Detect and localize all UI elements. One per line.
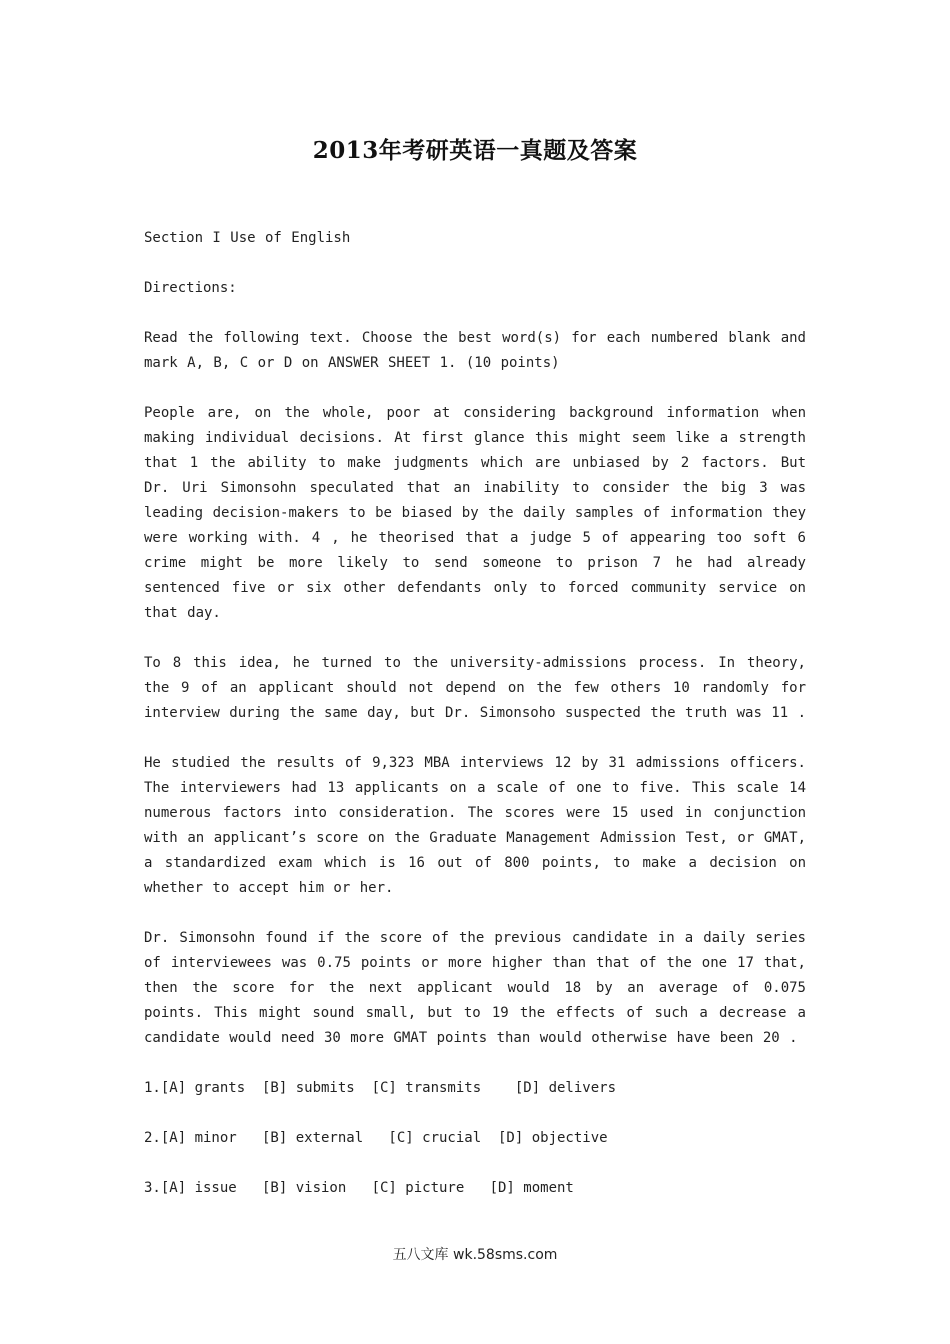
page-title: 2013年考研英语一真题及答案 — [312, 137, 638, 164]
directions-label: Directions: — [144, 280, 237, 296]
question-options-2: 2.[A] minor [B] external [C] crucial [D] objective — [144, 1130, 608, 1146]
document-body — [144, 226, 806, 1226]
section-heading: Section I Use of English — [144, 230, 351, 246]
question-options-1: 1.[A] grants [B] submits [C] transmits [D] delivers — [144, 1080, 617, 1096]
passage-paragraph-1: People are, on the whole, poor at considering background information when making individual decisions. At first glance this might seem like a strength that 1 the ability to make judgments which are unbiased by 2 factors. But Dr. Uri Simonsohn speculated that an inability to consider the big 3 was leading decision-makers to be biased by the daily samples of information they were working with. 4 , he theorised that a judge 5 of appearing too soft 6 crime might be more likely to send someone to prison 7 he had already sentenced five or six other defendants only to forced community service on that day. — [144, 405, 806, 621]
passage-paragraph-2: To 8 this idea, he turned to the university-admissions process. In theory, the 9 of an applicant should not depend on the few others 10 randomly for interview during the same day, but Dr. Simonsoho suspected the truth was 11 . — [144, 655, 807, 721]
passage-paragraph-3: He studied the results of 9,323 MBA interviews 12 by 31 admissions officers. The interviewers had 13 applicants on a scale of one to five. This scale 14 numerous factors into consideration. The scores were 15 used in conjunction with an applicant’s score on the Graduate Management Admission Test, or GMAT, a standardized exam which is 16 out of 800 points, to make a decision on whether to accept him or her. — [144, 755, 806, 896]
footer-watermark: 五八文库 wk.58sms.com — [392, 1247, 558, 1263]
question-options-3: 3.[A] issue [B] vision [C] picture [D] moment — [144, 1180, 574, 1196]
directions-text: Read the following text. Choose the best word(s) for each numbered blank and mark A, B, C or D on ANSWER SHEET 1. (10 points) — [144, 330, 806, 371]
passage-paragraph-4: Dr. Simonsohn found if the score of the previous candidate in a daily series of interviewees was 0.75 points or more higher than that of the one 17 that, then the score for the next applicant would 18 by an average of 0.075 points. This might sound small, but to 19 the effects of such a decrease a candidate would need 30 more GMAT points than would otherwise have been 20 . — [144, 930, 806, 1046]
